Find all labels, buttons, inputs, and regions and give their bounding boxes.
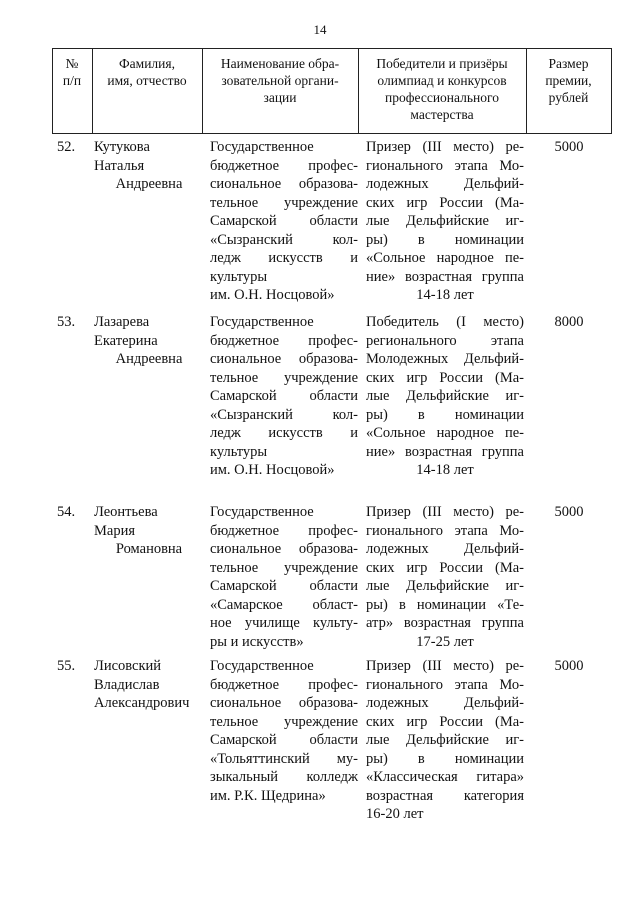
word: образова-	[298, 695, 358, 711]
word: России	[439, 713, 484, 730]
word: профес-	[308, 676, 358, 693]
award-description	[366, 138, 524, 305]
name-line: Андреевна	[115, 176, 183, 192]
word: профес-	[308, 332, 358, 349]
word: искусств	[268, 250, 323, 266]
word: ры)	[366, 406, 388, 423]
award-line	[366, 212, 524, 231]
award-description	[366, 313, 524, 480]
prize-amount: 5000	[554, 658, 584, 674]
award-line	[366, 731, 524, 750]
word: народное	[436, 250, 494, 266]
word: пе-	[504, 425, 524, 441]
word: ры)	[366, 596, 388, 613]
word: сиональное	[210, 176, 282, 192]
word: игр	[406, 713, 428, 730]
organization	[210, 138, 358, 305]
word: номинации	[454, 750, 524, 767]
word: гитара»	[476, 769, 524, 785]
header-line: зации	[263, 90, 297, 105]
award-line	[366, 231, 524, 250]
word: ледж	[210, 425, 241, 441]
word: бюджетное	[210, 522, 280, 539]
word: Дельфийские	[405, 578, 489, 594]
word: лые	[366, 578, 390, 594]
org-line	[210, 231, 358, 250]
row-number: 55.	[57, 658, 76, 674]
award-line	[366, 406, 524, 425]
name-line: Романовна	[115, 541, 183, 557]
person-name	[94, 138, 204, 194]
header-winners	[358, 55, 526, 123]
word: профес-	[308, 522, 358, 539]
award-line	[366, 424, 524, 443]
organization	[210, 657, 358, 805]
word: ледж	[210, 250, 241, 266]
org-line	[210, 175, 358, 194]
word: этапа	[490, 332, 524, 349]
award-line	[366, 522, 524, 541]
org-line: им. О.Н. Носцовой»	[210, 462, 335, 478]
word: области	[309, 388, 358, 404]
word: игр	[406, 194, 428, 211]
word: колледж	[306, 769, 358, 785]
word: образова-	[298, 541, 358, 557]
word: ное	[210, 615, 232, 631]
word: кол-	[332, 406, 358, 423]
header-line: Размер	[548, 56, 589, 71]
award-line: 14-18 лет	[416, 462, 474, 478]
word: (III	[422, 658, 442, 674]
org-line: Государственное	[210, 504, 314, 520]
header-line: п/п	[62, 73, 82, 88]
word: Дельфийские	[405, 732, 489, 748]
organization	[210, 503, 358, 651]
word: и	[350, 425, 358, 441]
award-line	[366, 657, 524, 676]
org-line	[210, 731, 358, 750]
word: (Ма-	[495, 559, 524, 576]
award-line	[366, 713, 524, 732]
award-line	[366, 614, 524, 633]
word: возрастная	[366, 787, 434, 804]
word: лые	[366, 388, 390, 404]
word: ских	[366, 713, 395, 730]
word: Дельфийские	[405, 388, 489, 404]
word: област-	[312, 596, 358, 613]
word: группа	[481, 615, 524, 631]
word: Призер	[366, 658, 411, 674]
row-number: 53.	[57, 314, 76, 330]
word: иг-	[505, 388, 524, 404]
org-line	[210, 540, 358, 559]
header-line: №	[65, 56, 79, 71]
award-line	[366, 313, 524, 332]
org-line	[210, 194, 358, 213]
org-line: Государственное	[210, 139, 314, 155]
word: (III	[422, 504, 442, 520]
word: место)	[453, 139, 494, 155]
word: этапа	[454, 676, 488, 693]
org-line	[210, 577, 358, 596]
award-description	[366, 657, 524, 824]
word: Самарской	[210, 732, 277, 748]
word: области	[309, 578, 358, 594]
word: учреждение	[283, 369, 358, 386]
word: Самарской	[210, 213, 277, 229]
word: бюджетное	[210, 676, 280, 693]
word: лодежных	[366, 176, 429, 192]
header-line: Фамилия,	[119, 56, 175, 71]
word: Дельфий-	[463, 351, 524, 367]
org-line	[210, 768, 358, 787]
word: номинации	[416, 596, 487, 613]
org-line: Государственное	[210, 314, 314, 330]
word: «Сольное	[366, 250, 426, 266]
word: ры)	[366, 231, 388, 248]
word: зыкальный	[210, 769, 278, 785]
word: гионального	[366, 157, 443, 174]
org-line	[210, 350, 358, 369]
award-line	[366, 596, 524, 615]
header-organization	[202, 55, 358, 106]
word: в	[398, 596, 406, 613]
word: группа	[481, 443, 524, 460]
org-line	[210, 249, 358, 268]
word: «Сызранский	[210, 406, 293, 423]
person-name	[94, 657, 204, 713]
word: лодежных	[366, 695, 429, 711]
org-line	[210, 369, 358, 388]
org-line	[210, 157, 358, 176]
org-line	[210, 424, 358, 443]
word: этапа	[454, 157, 488, 174]
award-line: 14-18 лет	[416, 287, 474, 303]
word: иг-	[505, 732, 524, 748]
word: России	[439, 559, 484, 576]
org-line	[210, 559, 358, 578]
word: образова-	[298, 351, 358, 367]
word: (Ма-	[495, 194, 524, 211]
word: сиональное	[210, 695, 282, 711]
header-line: профессионального	[385, 90, 499, 105]
word: Самарской	[210, 578, 277, 594]
person-name	[94, 503, 204, 559]
word: культу-	[313, 615, 358, 631]
word: номинации	[454, 231, 524, 248]
word: Мо-	[499, 522, 524, 539]
award-line	[366, 787, 524, 806]
word: России	[439, 369, 484, 386]
word: лые	[366, 213, 390, 229]
word: этапа	[454, 522, 488, 539]
award-line	[366, 268, 524, 287]
award-line	[366, 577, 524, 596]
word: иг-	[505, 578, 524, 594]
word: категория	[463, 787, 524, 804]
header-line: имя, отчество	[107, 73, 187, 88]
org-line	[210, 750, 358, 769]
award-line	[366, 332, 524, 351]
word: ры)	[366, 750, 388, 767]
word: «Те-	[497, 596, 524, 613]
word: место)	[453, 658, 494, 674]
name-line: Екатерина	[94, 332, 158, 349]
name-line: Андреевна	[115, 351, 183, 367]
word: возрастная	[404, 443, 473, 460]
org-line	[210, 332, 358, 351]
org-line	[210, 387, 358, 406]
award-line	[366, 387, 524, 406]
word: Дельфий-	[463, 176, 524, 192]
header-line: Победители и призёры	[376, 56, 508, 71]
org-line	[210, 406, 358, 425]
award-line: 17-25 лет	[416, 633, 474, 650]
org-line	[210, 212, 358, 231]
word: лые	[366, 732, 390, 748]
org-line: Государственное	[210, 658, 314, 674]
word: ских	[366, 369, 395, 386]
header-prize	[526, 55, 611, 106]
word: ре-	[505, 658, 524, 674]
award-line	[366, 540, 524, 559]
word: место)	[483, 314, 524, 330]
header-line: рублей	[548, 90, 589, 105]
word: «Тольяттинский	[210, 750, 310, 767]
award-line	[366, 175, 524, 194]
word: Молодежных	[366, 351, 449, 367]
word: «Сольное	[366, 425, 426, 441]
page-number: 14	[313, 22, 327, 37]
header-line: олимпиад и конкурсов	[377, 73, 507, 88]
prize-amount: 5000	[554, 139, 584, 155]
award-line	[366, 443, 524, 462]
word: тельное	[210, 194, 259, 211]
word: регионального	[366, 332, 457, 349]
word: учреждение	[283, 194, 358, 211]
word: области	[309, 732, 358, 748]
word: «Сызранский	[210, 231, 293, 248]
header-line: Наименование обра-	[220, 56, 340, 71]
word: в	[417, 231, 425, 248]
word: училище	[244, 615, 300, 631]
word: учреждение	[283, 559, 358, 576]
word: ние»	[366, 268, 396, 285]
word: место)	[453, 504, 494, 520]
award-line	[366, 249, 524, 268]
award-line	[366, 559, 524, 578]
name-line: Наталья	[94, 157, 145, 174]
award-line	[366, 503, 524, 522]
word: атр»	[366, 615, 394, 631]
org-line: культуры	[210, 268, 268, 285]
word: в	[417, 750, 425, 767]
header-line: мастерства	[410, 107, 474, 122]
word: игр	[406, 369, 428, 386]
word: гионального	[366, 522, 443, 539]
word: профес-	[308, 157, 358, 174]
header-full-name	[92, 55, 202, 89]
word: России	[439, 194, 484, 211]
award-line	[366, 138, 524, 157]
word: номинации	[454, 406, 524, 423]
org-line	[210, 596, 358, 615]
name-line: Александрович	[94, 695, 190, 711]
word: Мо-	[499, 676, 524, 693]
prize-amount: 5000	[554, 504, 584, 520]
word: (Ма-	[495, 369, 524, 386]
word: ре-	[505, 504, 524, 520]
org-line	[210, 694, 358, 713]
word: Победитель	[366, 314, 439, 330]
word: ских	[366, 194, 395, 211]
row-number: 54.	[57, 504, 76, 520]
name-line: Лисовский	[94, 658, 162, 674]
word: Призер	[366, 504, 411, 520]
table-header	[52, 48, 612, 134]
word: Самарской	[210, 388, 277, 404]
organization	[210, 313, 358, 480]
award-line	[366, 676, 524, 695]
word: «Самарское	[210, 596, 283, 613]
org-line: культуры	[210, 443, 268, 460]
word: лодежных	[366, 541, 429, 557]
word: образова-	[298, 176, 358, 192]
word: учреждение	[283, 713, 358, 730]
word: Мо-	[499, 157, 524, 174]
row-number: 52.	[57, 139, 76, 155]
org-line	[210, 676, 358, 695]
header-line: зовательной органи-	[221, 73, 339, 88]
org-line	[210, 614, 358, 633]
award-line	[366, 369, 524, 388]
column-divider	[611, 49, 612, 133]
award-line	[366, 157, 524, 176]
word: иг-	[505, 213, 524, 229]
word: сиональное	[210, 351, 282, 367]
award-line	[366, 194, 524, 213]
word: (III	[422, 139, 442, 155]
word: Дельфийские	[405, 213, 489, 229]
word: сиональное	[210, 541, 282, 557]
org-line: им. О.Н. Носцовой»	[210, 287, 335, 303]
org-line	[210, 713, 358, 732]
word: кол-	[332, 231, 358, 248]
award-line	[366, 694, 524, 713]
word: возрастная	[403, 615, 471, 631]
award-line	[366, 350, 524, 369]
header-number	[52, 55, 92, 89]
word: му-	[336, 750, 358, 767]
person-name	[94, 313, 204, 369]
word: Дельфий-	[463, 541, 524, 557]
word: (I	[456, 314, 466, 330]
word: ние»	[366, 443, 396, 460]
award-line	[366, 750, 524, 769]
word: народное	[436, 425, 494, 441]
name-line: Владислав	[94, 676, 160, 693]
word: тельное	[210, 559, 259, 576]
word: искусств	[268, 425, 323, 441]
header-line: премии,	[545, 73, 592, 88]
award-line	[366, 768, 524, 787]
word: возрастная	[404, 268, 473, 285]
word: Дельфий-	[463, 695, 524, 711]
name-line: Лазарева	[94, 314, 150, 330]
word: бюджетное	[210, 157, 280, 174]
name-line: Кутукова	[94, 139, 150, 155]
word: ских	[366, 559, 395, 576]
word: и	[350, 250, 358, 266]
word: группа	[481, 268, 524, 285]
word: (Ма-	[495, 713, 524, 730]
award-line: 16-20 лет	[366, 806, 424, 822]
word: игр	[406, 559, 428, 576]
prize-amount: 8000	[554, 314, 584, 330]
word: бюджетное	[210, 332, 280, 349]
word: пе-	[504, 250, 524, 266]
name-line: Леонтьева	[94, 504, 158, 520]
name-line: Мария	[94, 522, 136, 539]
word: тельное	[210, 369, 259, 386]
word: ре-	[505, 139, 524, 155]
word: области	[309, 213, 358, 229]
award-description	[366, 503, 524, 651]
word: «Классическая	[366, 769, 458, 785]
org-line: ры и искусств»	[210, 633, 304, 650]
org-line	[210, 522, 358, 541]
word: тельное	[210, 713, 259, 730]
word: в	[417, 406, 425, 423]
org-line: им. Р.К. Щедрина»	[210, 787, 326, 804]
word: Призер	[366, 139, 411, 155]
word: гионального	[366, 676, 443, 693]
